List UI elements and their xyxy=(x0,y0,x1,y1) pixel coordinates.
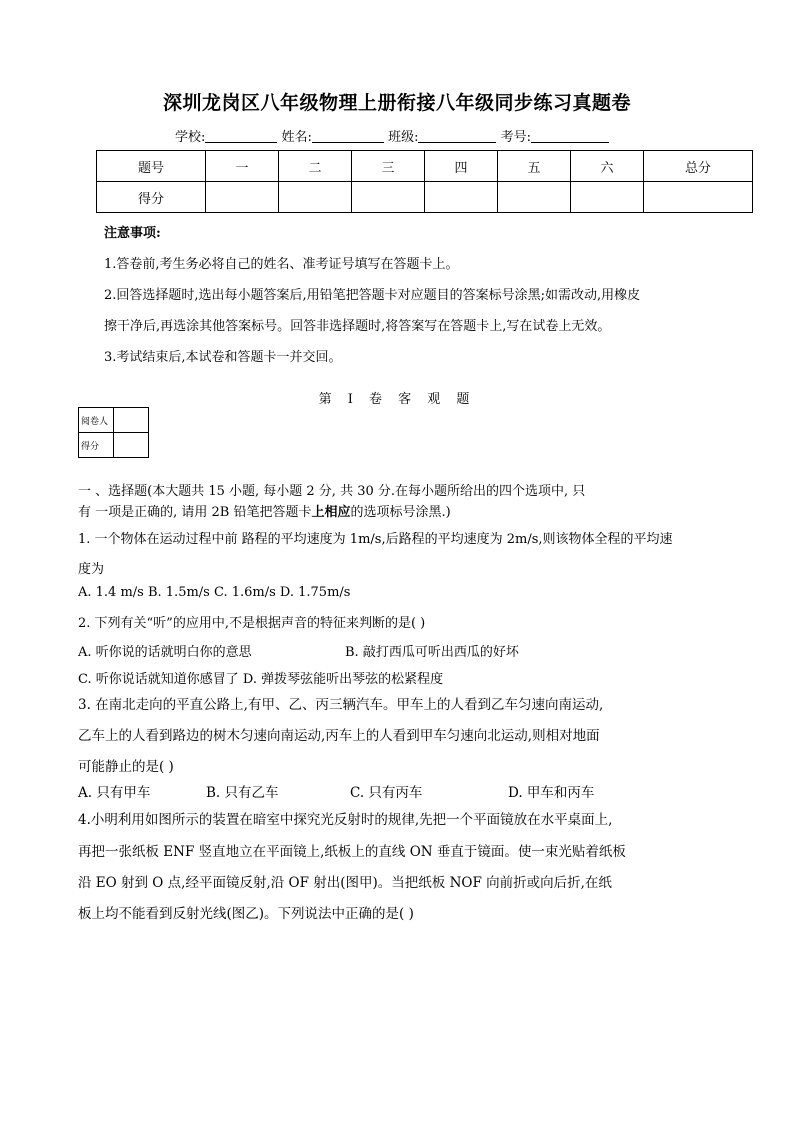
table-cell: 三 xyxy=(352,151,425,182)
school-blank[interactable] xyxy=(205,129,277,143)
name-label: 姓名: xyxy=(281,130,312,145)
note-1: 1.答卷前,考生务必将自己的姓名、准考证号填写在答题卡上。 xyxy=(104,257,459,272)
score-table-score-row xyxy=(97,182,753,213)
page-title: 深圳龙岗区八年级物理上册衔接八年级同步练习真题卷 xyxy=(162,92,631,114)
score-cell[interactable] xyxy=(425,182,498,213)
school-label: 学校: xyxy=(175,130,206,145)
q3-option-c: C. 只有丙车 xyxy=(350,785,423,801)
q2-option-a: A. 听你说的话就明白你的意思 xyxy=(78,645,252,660)
grader-score-label: 得分 xyxy=(79,433,114,458)
note-2-line-2: 擦干净后,再选涂其他答案标号。回答非选择题时,将答案写在答题卡上,写在试卷上无效。 xyxy=(104,319,611,334)
class-blank[interactable] xyxy=(418,129,496,143)
q1-stem-line-1: 1. 一个物体在运动过程中前 路程的平均速度为 1m/s,后路程的平均速度为 2m/s,则该物体全程的平均速 xyxy=(78,532,673,547)
table-cell: 得分 xyxy=(97,182,206,213)
q2-option-b: B. 敲打西瓜可听出西瓜的好坏 xyxy=(345,645,519,660)
table-cell: 六 xyxy=(571,151,644,182)
score-table xyxy=(96,150,753,213)
q3-stem-line-3: 可能静止的是( ) xyxy=(78,759,174,775)
q1-options: A. 1.4 m/s B. 1.5m/s C. 1.6m/s D. 1.75m/s xyxy=(78,585,351,600)
q1-stem-line-2: 度为 xyxy=(78,562,105,577)
q3-stem-line-2: 乙车上的人看到路边的树木匀速向南运动,丙车上的人看到甲车匀速向北运动,则相对地面 xyxy=(78,728,600,744)
table-cell: 二 xyxy=(279,151,352,182)
score-table-header-row xyxy=(97,151,753,182)
q2-options-cd: C. 听你说话就知道你感冒了 D. 弹拨琴弦能听出琴弦的松紧程度 xyxy=(78,672,444,687)
table-cell: 四 xyxy=(425,151,498,182)
q3-option-d: D. 甲车和丙车 xyxy=(508,785,595,801)
student-info-line xyxy=(175,126,609,145)
grader-cell[interactable] xyxy=(114,408,149,433)
score-cell[interactable] xyxy=(498,182,571,213)
q3-option-b: B. 只有乙车 xyxy=(206,785,279,801)
part1-instructions-line-2 xyxy=(78,501,451,520)
q3-stem-line-1: 3. 在南北走向的平直公路上,有甲、乙、丙三辆汽车。甲车上的人看到乙车匀速向南运动, xyxy=(78,697,604,713)
q4-stem-line-3: 沿 EO 射到 O 点,经平面镜反射,沿 OF 射出(图甲)。当把纸板 NOF 向前折或向后折,在纸 xyxy=(78,875,612,891)
q2-stem: 2. 下列有关“听”的应用中,不是根据声音的特征来判断的是( ) xyxy=(78,616,426,631)
number-blank[interactable] xyxy=(531,129,609,143)
q4-stem-line-1: 4.小明利用如图所示的装置在暗室中探究光反射时的规律,先把一个平面镜放在水平桌面上, xyxy=(78,812,613,828)
q4-stem-line-4: 板上均不能看到反射光线(图乙)。下列说法中正确的是( ) xyxy=(78,906,414,922)
q3-option-a: A. 只有甲车 xyxy=(78,785,151,801)
grader-label: 阅卷人 xyxy=(79,408,114,433)
table-cell: 五 xyxy=(498,151,571,182)
score-cell[interactable] xyxy=(644,182,753,213)
score-cell[interactable] xyxy=(206,182,279,213)
score-cell[interactable] xyxy=(352,182,425,213)
class-label: 班级: xyxy=(388,130,419,145)
score-cell[interactable] xyxy=(571,182,644,213)
q4-stem-line-2: 再把一张纸板 ENF 竖直地立在平面镜上,纸板上的直线 ON 垂直于镜面。使一束光贴着纸板 xyxy=(78,844,626,860)
part1-text-end: 的选项标号涂黑.) xyxy=(350,505,451,520)
note-2-line-1: 2.回答选择题时,选出每小题答案后,用铅笔把答题卡对应题目的答案标号涂黑;如需改动,用橡皮 xyxy=(104,288,641,303)
part1-instructions-line-1: 一 、选择题(本大题共 15 小题, 每小题 2 分, 共 30 分.在每小题所给出的四个选项中, 只 xyxy=(78,484,586,499)
notes-heading: 注意事项: xyxy=(104,226,161,241)
name-blank[interactable] xyxy=(312,129,384,143)
grader-score-cell[interactable] xyxy=(114,433,149,458)
table-cell: 题号 xyxy=(97,151,206,182)
part1-text: 有 一项是正确的, 请用 2B 铅笔把答题卡 xyxy=(78,505,312,520)
note-3: 3.考试结束后,本试卷和答题卡一并交回。 xyxy=(104,350,342,365)
score-cell[interactable] xyxy=(279,182,352,213)
table-cell: 一 xyxy=(206,151,279,182)
table-cell: 总分 xyxy=(644,151,753,182)
part1-bold-text: 上相应 xyxy=(311,505,351,520)
grader-box xyxy=(78,407,149,458)
number-label: 考号: xyxy=(500,130,531,145)
section-title: 第 I 卷 客 观 题 xyxy=(318,392,476,407)
